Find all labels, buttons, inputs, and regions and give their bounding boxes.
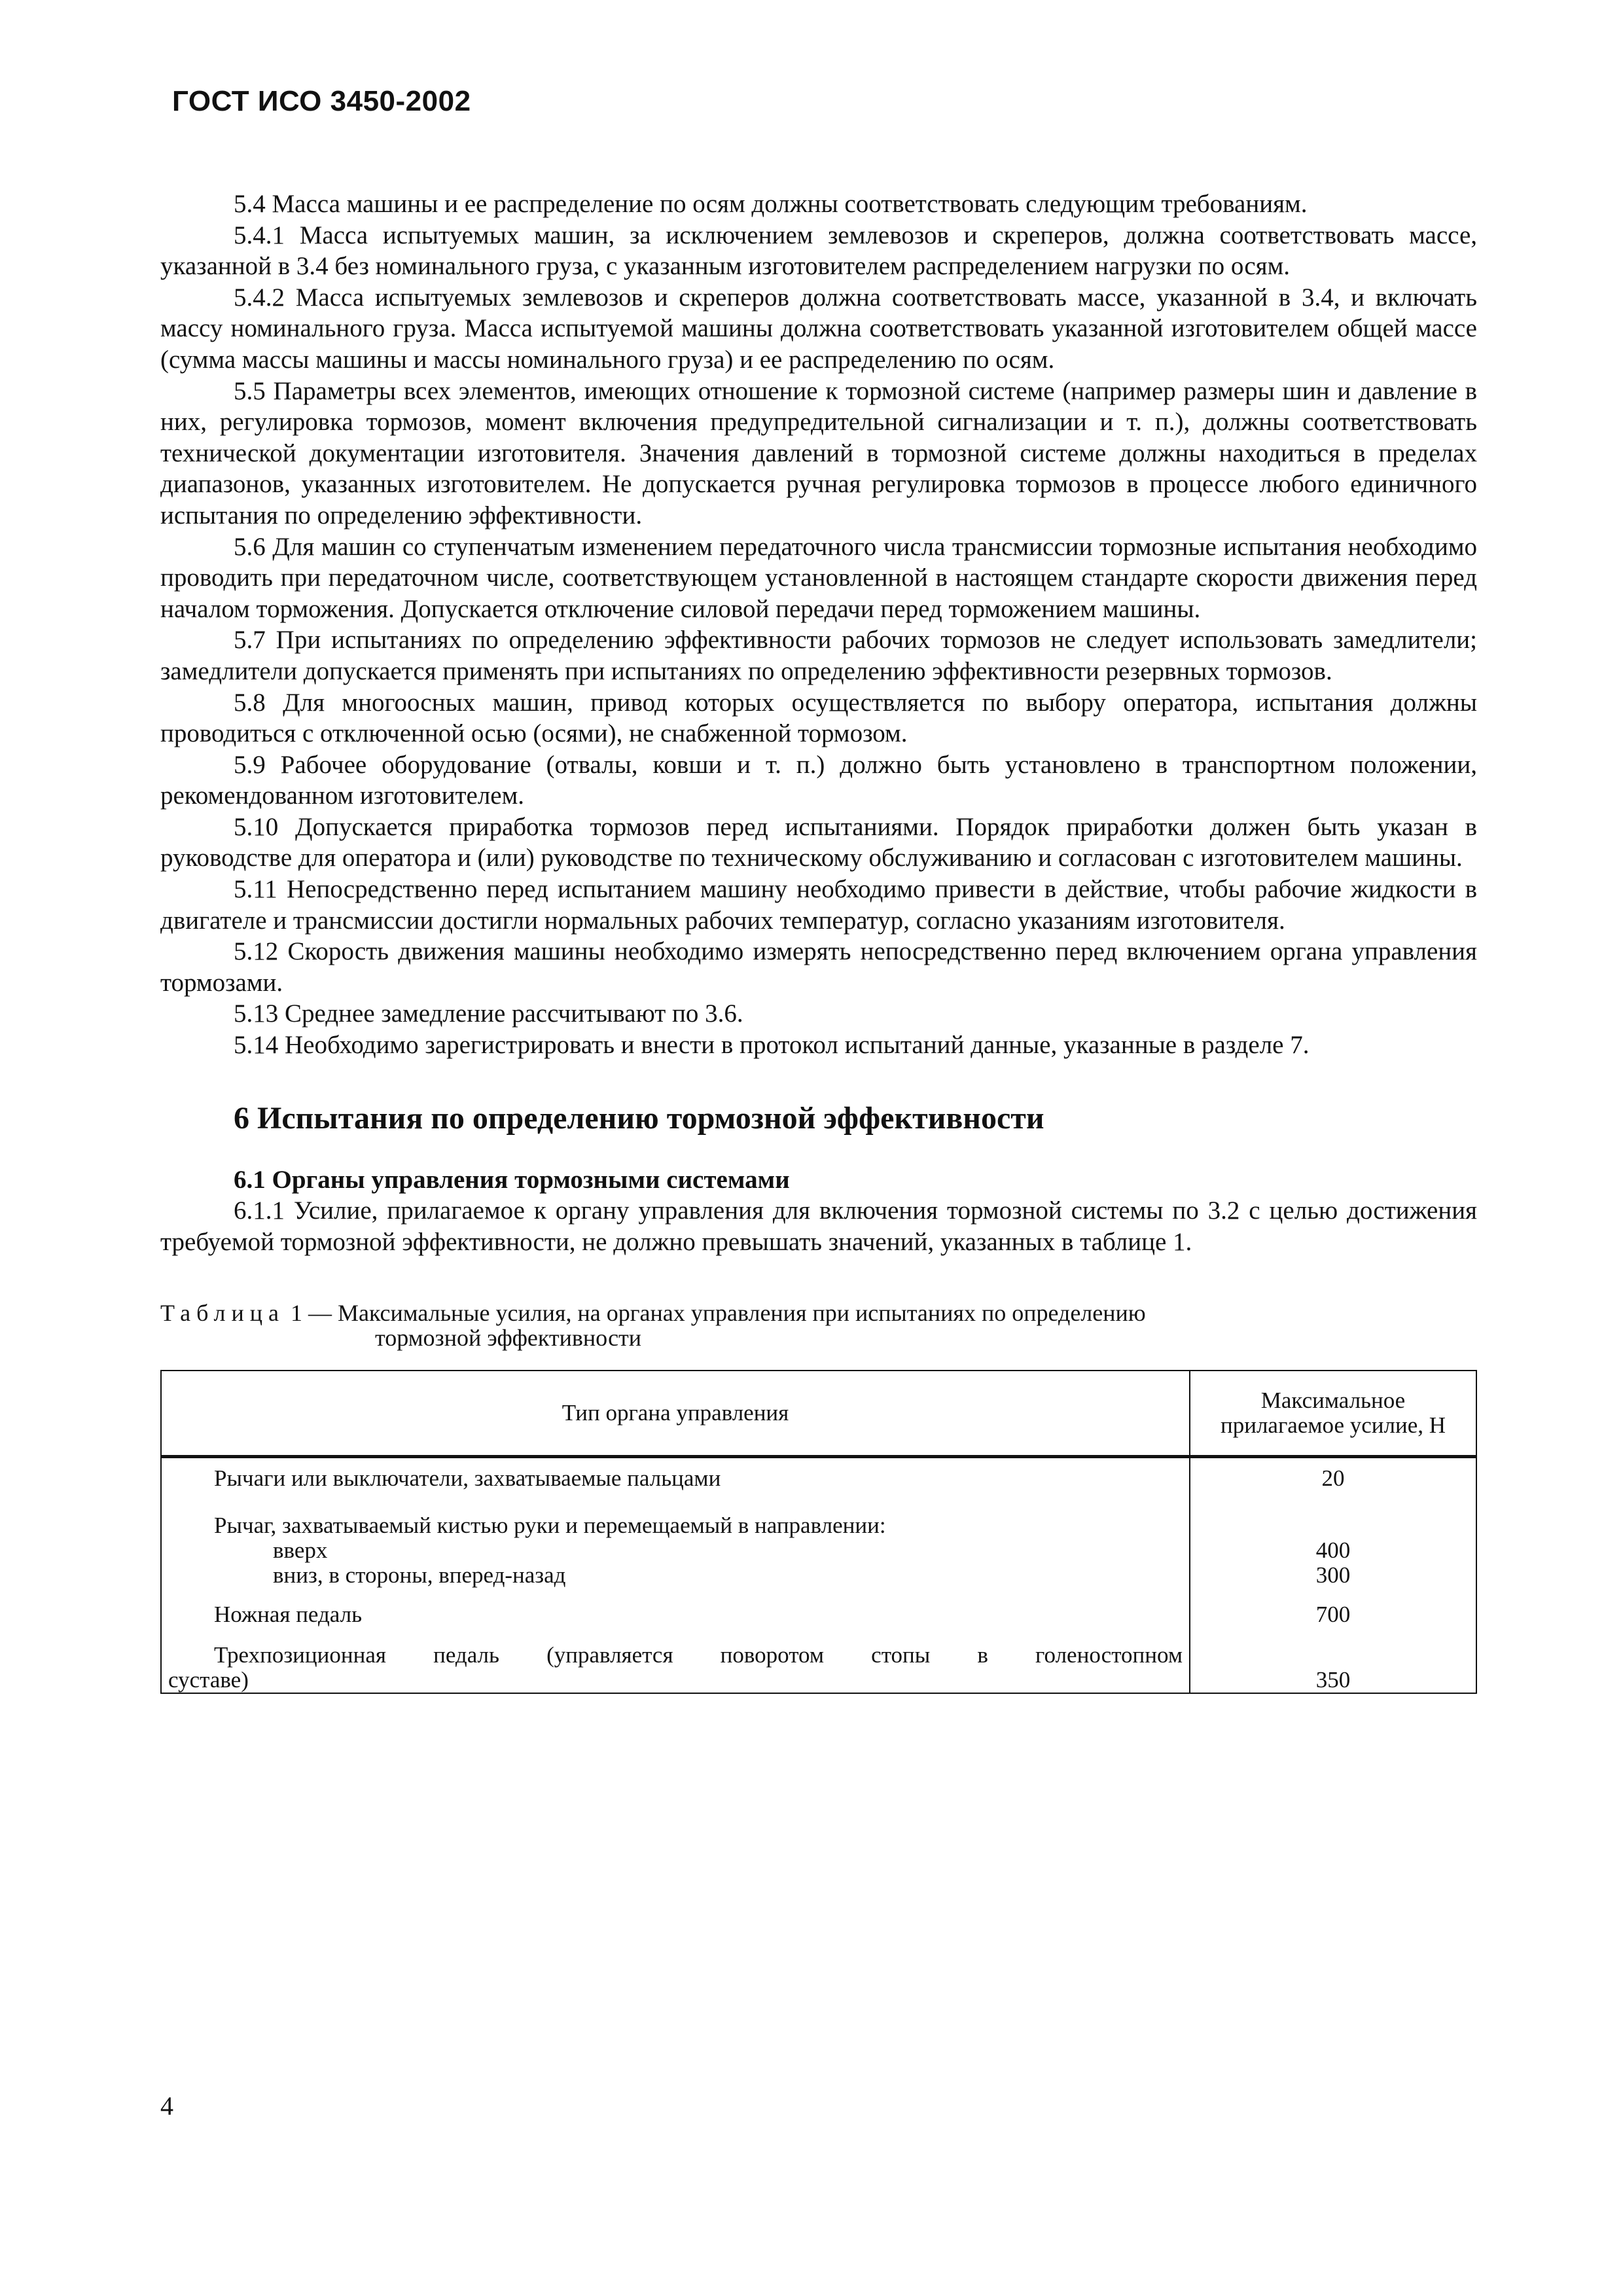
table-row [161,1457,1476,1492]
control-type: Трехпозиционная педаль (управляется поворотом стопы в голеностопном [214,1642,1183,1668]
section-5-body [160,188,1477,1061]
column-header-type: Тип органа управления [161,1371,1190,1457]
max-force: 400 [1190,1538,1476,1563]
control-type: Ножная педаль [214,1602,363,1628]
column-header-force: Максимальное прилагаемое усилие, Н [1190,1371,1476,1457]
section-6-title: 6 Испытания по определению тормозной эффективности [234,1100,1044,1136]
max-force: 700 [1190,1588,1476,1627]
table-row [161,1563,1476,1588]
paragraph-5-9: 5.9 Рабочее оборудование (отвалы, ковши и т. п.) должно быть установлено в транспортном положении, рекомендованном изготовителем. [160,750,1477,810]
document-page [160,85,1477,1694]
subsection-6-1-title: 6.1 Органы управления тормозными системами [234,1165,790,1194]
table-caption-label: Таблица [160,1300,285,1327]
table-1 [160,1370,1477,1694]
paragraph-5-4: 5.4 Масса машины и ее распределение по осям должны соответствовать следующим требованиям. [234,190,1308,218]
paragraph-6-1-1: 6.1.1 Усилие, прилагаемое к органу управления для включения тормозной системы по 3.2 с целью достижения требуемой тормозной эффективности, не должно превышать значений, указанных в таблице 1. [160,1196,1477,1256]
table-1-caption [160,1300,1477,1350]
table-row [161,1491,1476,1538]
table-row [161,1538,1476,1563]
page-number: 4 [160,2091,173,2121]
paragraph-5-12: 5.12 Скорость движения машины необходимо измерять непосредственно перед включением органа управления тормозами. [160,937,1477,997]
paragraph-5-11: 5.11 Непосредственно перед испытанием машину необходимо привести в действие, чтобы рабочие жидкости в двигателе и трансмиссии достигли нормальных рабочих температур, согласно указаниям изготовителя. [160,875,1477,935]
max-force: 20 [1190,1457,1476,1492]
paragraph-5-5: 5.5 Параметры всех элементов, имеющих отношение к тормозной системе (например размеры шин и давление в них, регулировка тормозов, момент включения предупредительной сигнализации и т. п.), должны соответствовать технической документации изготовителя. Значения давлений в тормозной системе должны находиться в пределах диапазонов, указанных изготовителем. Не допускается ручная регулировка тормозов в процессе любого единичного испытания по определению эффективности. [160,376,1477,529]
paragraph-5-7: 5.7 При испытаниях по определению эффективности рабочих тормозов не следует использовать замедлители; замедлители допускается применять при испытаниях по определению эффективности резервных тормозов. [160,626,1477,685]
section-6-body [160,1195,1477,1257]
table-row [161,1588,1476,1627]
table-caption-text-continued: тормозной эффективности [375,1325,642,1352]
paragraph-5-14: 5.14 Необходимо зарегистрировать и внести в протокол испытаний данные, указанные в разделе 7. [234,1031,1310,1060]
paragraph-5-8: 5.8 Для многоосных машин, привод которых осуществляется по выбору оператора, испытания должны проводиться с отключенной осью (осями), не снабженной тормозом. [160,688,1477,748]
max-force: 350 [1190,1627,1476,1693]
control-type: Рычаги или выключатели, захватываемые пальцами [214,1465,721,1492]
paragraph-5-10: 5.10 Допускается приработка тормозов перед испытаниями. Порядок приработки должен быть указан в руководстве для оператора и (или) руководстве по техническому обслуживанию и согласован с изготовителем машины. [160,812,1477,872]
table-header-row [161,1371,1476,1457]
table-row [161,1627,1476,1693]
max-force: 300 [1190,1563,1476,1588]
max-force [1190,1491,1476,1538]
control-type: вниз, в стороны, вперед-назад [273,1562,566,1588]
control-type: Рычаг, захватываемый кистью руки и перемещаемый в направлении: [214,1513,886,1539]
paragraph-5-4-1: 5.4.1 Масса испытуемых машин, за исключением землевозов и скреперов, должна соответствовать массе, указанной в 3.4 без номинального груза, с указанным изготовителем распределением нагрузки по осям. [160,221,1477,281]
paragraph-5-6: 5.6 Для машин со ступенчатым изменением передаточного числа трансмиссии тормозные испытания необходимо проводить при передаточном числе, соответствующем установленной в настоящем стандарте скорости движения перед началом торможения. Допускается отключение силовой передачи перед торможением машины. [160,532,1477,623]
control-type: вверх [273,1537,328,1564]
document-code: ГОСТ ИСО 3450-2002 [172,85,471,117]
control-type-continued: суставе) [168,1667,249,1693]
paragraph-5-13: 5.13 Среднее замедление рассчитывают по 3.6. [234,999,743,1028]
paragraph-5-4-2: 5.4.2 Масса испытуемых землевозов и скреперов должна соответствовать массе, указанной в 3.4, и включать массу номинального груза. Масса испытуемой машины должна соответствовать указанной изготовителем общей массе (сумма массы машины и массы номинального груза) и ее распределению по осям. [160,283,1477,374]
table-caption-text: 1 — Максимальные усилия, на органах управления при испытаниях по определению [290,1300,1146,1327]
